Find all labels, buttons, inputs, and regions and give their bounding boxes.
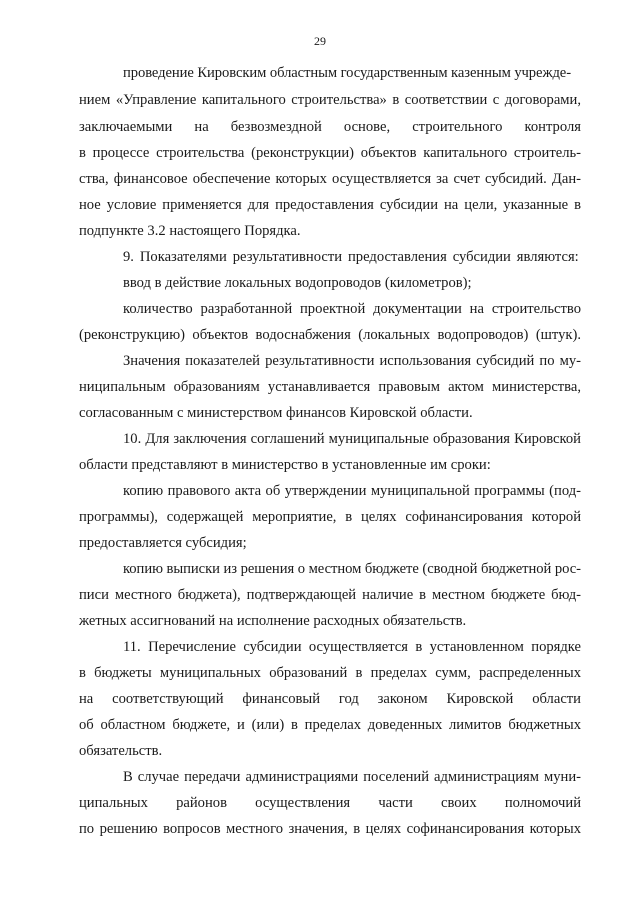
word: безвозмездной — [230, 119, 322, 135]
text-line: проведение Кировским областным государственным казенным учрежде- — [123, 65, 571, 81]
text-line: 9. Показателями результативности предоставления субсидии являются: — [123, 249, 579, 265]
word: части — [378, 795, 413, 811]
text-line: писи местного бюджета), подтверждающей наличие в местном бюджете бюд- — [79, 587, 581, 603]
text-line: в бюджеты муниципальных образований в пределах сумм, распределенных — [79, 665, 581, 681]
text-line: нием «Управление капитального строительства» в соответствии с договорами, — [79, 92, 581, 108]
word: основе, — [343, 119, 391, 135]
text-line: копию правового акта об утверждении муниципальной программы (под- — [123, 483, 581, 499]
text-line: жетных ассигнований на исполнение расходных обязательств. — [79, 613, 467, 629]
word: полномочий — [504, 795, 581, 811]
word: законом — [377, 691, 428, 707]
text-line: копию выписки из решения о местном бюджете (сводной бюджетной рос- — [123, 561, 581, 577]
word: заключаемыми — [79, 119, 173, 135]
text-line: обязательств. — [79, 743, 163, 759]
word: области — [532, 691, 581, 707]
word: на — [79, 691, 94, 707]
text-line — [79, 117, 581, 137]
text-line: 11. Перечисление субсидии осуществляется в установленном порядке — [123, 639, 581, 655]
word: год — [338, 691, 359, 707]
text-line: В случае передачи администрациями поселений администрациям муни- — [123, 769, 581, 785]
word: ципальных — [79, 795, 148, 811]
text-line: Значения показателей результативности использования субсидий по му- — [123, 353, 581, 369]
text-line: об областном бюджете, и (или) в пределах доведенных лимитов бюджетных — [79, 717, 581, 733]
word: строительного — [412, 119, 503, 135]
text-line: по решению вопросов местного значения, в целях софинансирования которых — [79, 821, 581, 837]
text-line: ное условие применяется для предоставления субсидии на цели, указанные в — [79, 197, 581, 213]
word: своих — [440, 795, 477, 811]
text-line — [79, 793, 581, 813]
word: районов — [176, 795, 227, 811]
word: на — [194, 119, 209, 135]
text-line: 10. Для заключения соглашений муниципальные образования Кировской — [123, 431, 581, 447]
text-line — [79, 689, 581, 709]
text-line: ства, финансовое обеспечение которых осуществляется за счет субсидий. Дан- — [79, 171, 581, 187]
page-number: 29 — [314, 34, 326, 48]
text-line: программы), содержащей мероприятие, в целях софинансирования которой — [79, 509, 581, 525]
text-line: в процессе строительства (реконструкции) объектов капитального строитель- — [79, 145, 581, 161]
text-line: предоставляется субсидия; — [79, 535, 247, 551]
word: контроля — [524, 119, 581, 135]
text-line: (реконструкцию) объектов водоснабжения (локальных водопроводов) (штук). — [79, 327, 581, 343]
text-line: области представляют в министерство в установленные им сроки: — [79, 457, 491, 473]
text-line: согласованным с министерством финансов Кировской области. — [79, 405, 473, 421]
text-line: подпункте 3.2 настоящего Порядка. — [79, 223, 301, 239]
word: соответствующий — [112, 691, 224, 707]
word: Кировской — [446, 691, 514, 707]
text-line: ввод в действие локальных водопроводов (километров); — [123, 275, 472, 291]
text-line: количество разработанной проектной документации на строительство — [123, 301, 581, 317]
word: финансовый — [242, 691, 321, 707]
text-line: ниципальным образованиям устанавливается правовым актом министерства, — [79, 379, 581, 395]
word: осуществления — [255, 795, 351, 811]
